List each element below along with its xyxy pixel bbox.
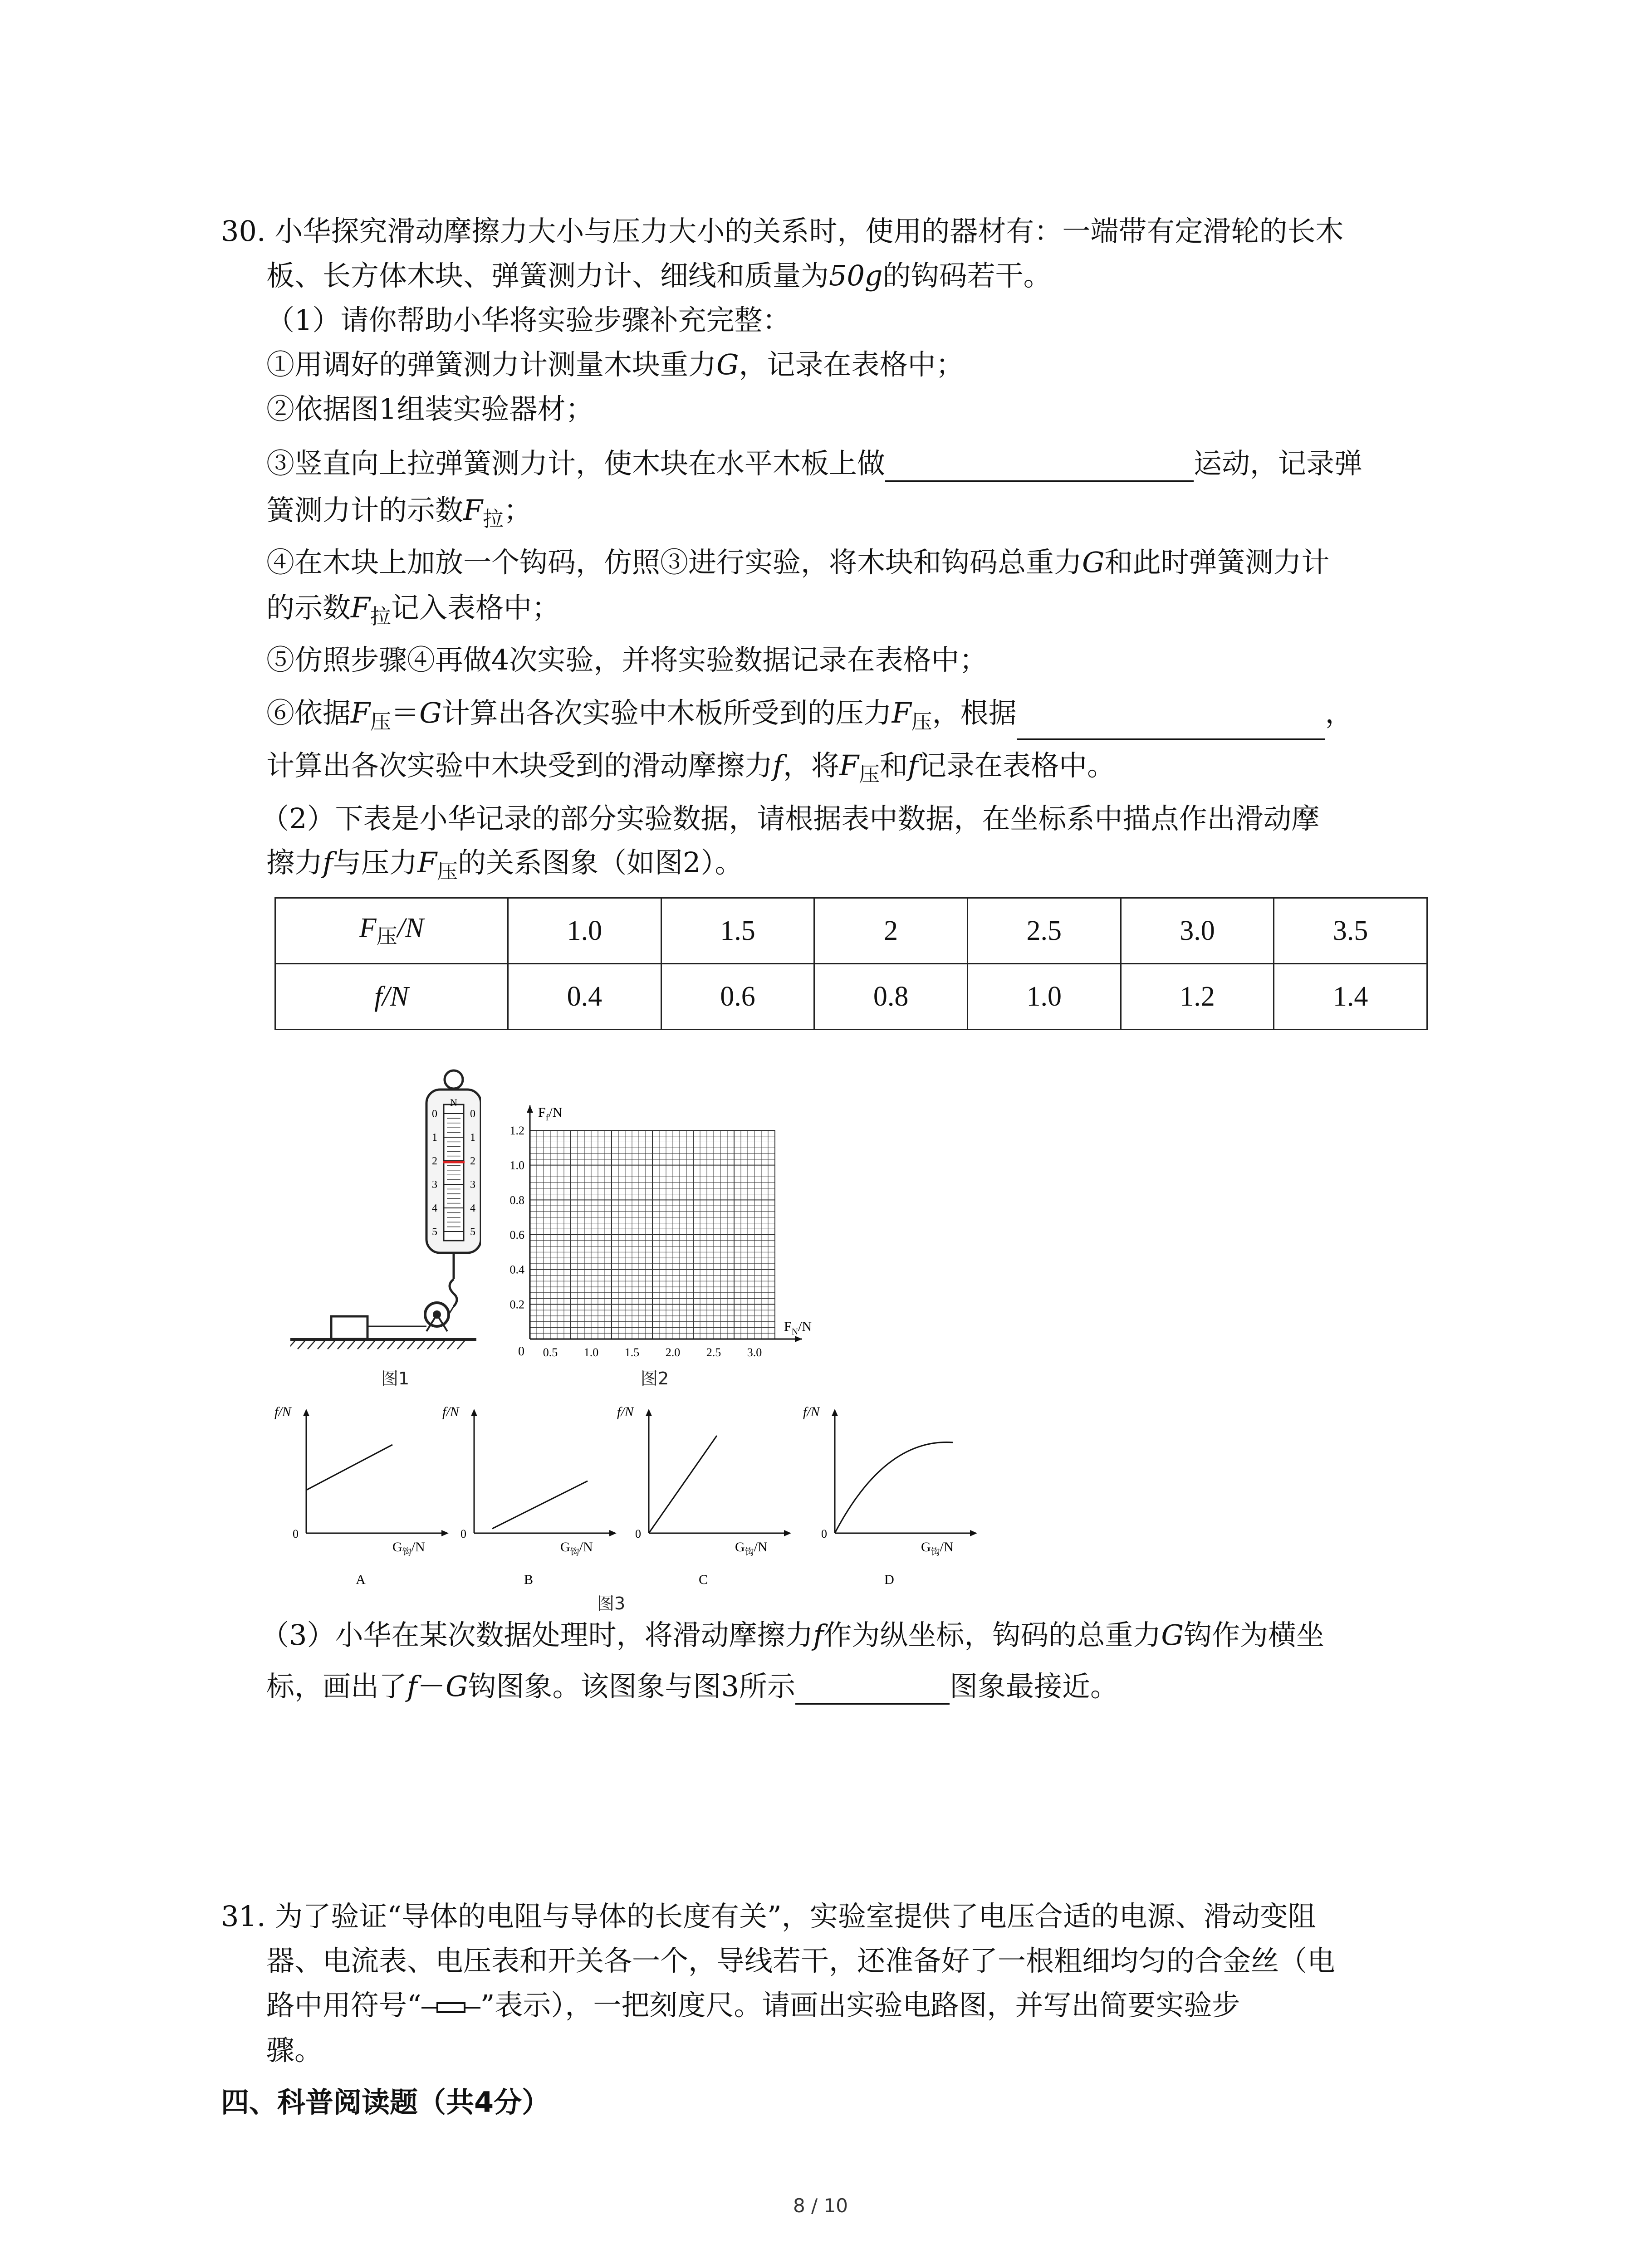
hatch-mark — [387, 1341, 395, 1349]
q30-step4-d: 的示数 — [266, 591, 351, 624]
table-cell: 0.6 — [661, 964, 814, 1030]
table-cell: 1.0 — [508, 898, 661, 964]
q30-step1-a: ①用调好的弹簧测力计测量木块重力 — [266, 348, 717, 381]
q30-intro-1: 小华探究滑动摩擦力大小与压力大小的关系时，使用的器材有：一端带有定滑轮的长木 — [274, 215, 1344, 248]
graph-x-arrow — [609, 1530, 617, 1536]
y-tick-label: 1.2 — [509, 1124, 524, 1137]
graph-x-label-sub: 钩 — [570, 1547, 579, 1557]
q30-blank-basis[interactable] — [1017, 709, 1325, 740]
q31-line-1 — [221, 1898, 1316, 1935]
x-tick-label: 1.0 — [583, 1346, 599, 1359]
x-tick-label: 1.5 — [624, 1346, 640, 1359]
hatch-mark — [447, 1341, 455, 1349]
graph-curve — [649, 1436, 717, 1533]
table-cell: 0.4 — [508, 964, 661, 1030]
q30-part3-e: 钩作为横坐 — [1183, 1618, 1324, 1652]
graph-y-arrow — [646, 1409, 652, 1416]
table-cell: 1.4 — [1274, 964, 1427, 1030]
q30-step6-and: 和 — [880, 749, 908, 782]
q30-mass: 50g — [829, 259, 883, 292]
scale-ring — [445, 1070, 463, 1089]
graph-origin: 0 — [821, 1527, 827, 1540]
graph-x-label-unit: /N — [579, 1540, 593, 1554]
scale-hook — [450, 1279, 457, 1306]
table-cell: 1.5 — [661, 898, 814, 964]
resistor-wire-symbol — [421, 1993, 480, 2020]
q30-part3-f-text: 标，画出了 — [266, 1670, 407, 1703]
hatch-mark — [358, 1341, 365, 1349]
graph-y-label: f/N — [442, 1404, 459, 1419]
q30-step4-sub: 拉 — [370, 604, 392, 629]
y-tick-label: 0.2 — [509, 1298, 524, 1311]
q30-part2-fp: F — [417, 846, 437, 879]
scale-label-left: 5 — [432, 1226, 437, 1238]
table-cell: 2.5 — [967, 898, 1121, 964]
hatch-mark — [298, 1341, 305, 1349]
x-tick-label: 3.0 — [747, 1346, 762, 1359]
q31-line1-text: 为了验证“导体的电阻与导体的长度有关”，实验室提供了电压合适的电源、滑动变阻 — [274, 1900, 1316, 1933]
scale-label-left: 3 — [432, 1179, 437, 1191]
figure-1 — [290, 1066, 481, 1374]
q30-step6 — [266, 695, 1353, 740]
hatch-mark — [417, 1341, 425, 1349]
x-tick-label: 2.5 — [706, 1346, 721, 1359]
scale-label-left: 2 — [432, 1155, 437, 1167]
q30-step6-a: ⑥依据 — [266, 696, 351, 729]
q30-step3-a: ③竖直向上拉弹簧测力计，使木块在水平木板上做 — [266, 447, 886, 480]
q30-part3-f: f — [813, 1618, 824, 1652]
graph-y-label: f/N — [617, 1404, 634, 1419]
hatch-mark — [457, 1341, 465, 1349]
q30-step6-m: ，将 — [783, 749, 839, 782]
graph-x-label-unit: /N — [411, 1540, 425, 1554]
q30-part2-line2 — [266, 845, 743, 890]
data-table — [274, 897, 1428, 1030]
q30-step4-g: G — [1082, 546, 1105, 579]
scale-label-right: 3 — [470, 1179, 475, 1191]
y-tick-label: 1.0 — [509, 1158, 524, 1172]
scale-label-right: 1 — [470, 1132, 475, 1144]
q30-step4 — [266, 544, 1330, 581]
graph-y-label: f/N — [803, 1404, 820, 1419]
graph-curve — [835, 1442, 953, 1533]
q31-line3-b: ”表示），一把刻度尺。请画出实验电路图，并写出简要实验步 — [480, 1989, 1240, 2022]
hatch-mark — [290, 1341, 295, 1349]
q30-part3-j: 钩图象。该图象与图3所示 — [468, 1670, 795, 1703]
scale-label-left: 1 — [432, 1132, 437, 1144]
graph-x-label-unit: /N — [940, 1540, 954, 1554]
q30-step3-b: 运动，记录弹 — [1194, 447, 1363, 480]
graph-x-label: $G_钩/N$ — [921, 1540, 954, 1557]
figure-2-label: 图2 — [641, 1369, 669, 1388]
y-axis-arrow — [527, 1105, 533, 1113]
q31-line3-a: 路中用符号“ — [266, 1989, 421, 2022]
q30-part3-line1 — [261, 1617, 1324, 1653]
q31-line4-text: 骤。 — [266, 2033, 323, 2067]
q30-step5 — [266, 642, 987, 678]
q30-part3-f2: f — [407, 1670, 417, 1703]
q31-line-2 — [266, 1943, 1335, 1979]
q30-step6-basis: ，根据 — [932, 696, 1017, 729]
figure-1-label: 图1 — [381, 1369, 410, 1388]
q30-part3-g: G — [1161, 1618, 1184, 1652]
y-tick-label: 0.6 — [509, 1228, 524, 1242]
graph-y-arrow — [832, 1409, 838, 1416]
hatch-mark — [318, 1341, 325, 1349]
figure-3 — [272, 1402, 998, 1597]
q30-step6-k: 计算出各次实验中木块受到的滑动摩擦力 — [266, 749, 773, 782]
y-tick-label: 0.4 — [509, 1263, 524, 1276]
table-cell: 0.8 — [814, 964, 968, 1030]
scale-label-left: 4 — [432, 1202, 437, 1214]
q30-step6-mid: 计算出各次实验中木板所受到的压力 — [441, 696, 892, 729]
q30-step3-f: F — [463, 494, 483, 527]
scale-label-right: 0 — [470, 1108, 475, 1120]
q30-step4-g-end: 记入表格中； — [391, 591, 560, 624]
q30-part2-b: 擦力 — [266, 846, 323, 879]
q30-part3-line2 — [266, 1668, 1118, 1705]
graph-letter: D — [884, 1572, 894, 1587]
hatch-mark — [427, 1341, 435, 1349]
origin-label: 0 — [518, 1344, 524, 1359]
graph-letter: C — [698, 1572, 708, 1587]
hatch-mark — [338, 1341, 345, 1349]
q30-part2-d: 与压力 — [333, 846, 417, 879]
q30-intro-2a: 板、长方体木块、弹簧测力计、细线和质量为 — [266, 259, 829, 292]
table-cell: 3.5 — [1274, 898, 1427, 964]
hatch-mark — [437, 1341, 445, 1349]
table-row — [275, 898, 1427, 964]
scale-slot — [444, 1105, 464, 1241]
table-row — [275, 964, 1427, 1030]
x-axis-title-sub: N — [791, 1327, 798, 1337]
scale-unit: N — [450, 1097, 457, 1108]
q30-part2-a: （2）下表是小华记录的部分实验数据，请根据表中数据，在坐标系中描点作出滑动摩 — [261, 802, 1320, 835]
graph-x-label: $G_钩/N$ — [735, 1540, 768, 1557]
q30-step4-a: ④在木块上加放一个钩码，仿照③进行实验，将木块和钩码总重力 — [266, 546, 1083, 579]
q30-step6-f4: F — [839, 749, 859, 782]
q31-line2-text: 器、电流表、电压表和开关各一个，导线若干，还准备好了一根粗细均匀的合金丝（电 — [266, 1944, 1336, 1977]
q30-line-2 — [266, 258, 1052, 294]
x-axis-title-unit: /N — [798, 1319, 812, 1334]
q30-step6-end: 记录在表格中。 — [918, 749, 1115, 782]
table-header-pressure: $F_压/N$ — [275, 898, 508, 964]
q30-number: 30. — [221, 215, 266, 248]
q31-number: 31. — [221, 1900, 266, 1933]
graph-x-label: $G_钩/N$ — [560, 1540, 593, 1557]
figure-2 — [499, 1093, 817, 1374]
graph-x-arrow — [441, 1530, 449, 1536]
graph-y-label: f/N — [274, 1404, 291, 1419]
q30-part2-g: 的关系图象（如图2）。 — [458, 846, 743, 879]
q31-line-3 — [266, 1987, 1240, 2024]
page-number: 8 / 10 — [793, 2195, 848, 2217]
graph-x-label: $G_钩/N$ — [392, 1540, 425, 1557]
graph-curve — [306, 1445, 392, 1490]
hatch-mark — [328, 1341, 335, 1349]
hatch-mark — [397, 1341, 405, 1349]
x-axis-title: $F_N/N$ — [784, 1319, 812, 1337]
figure-3-label: 图3 — [597, 1593, 626, 1613]
string-vertical — [449, 1306, 454, 1315]
q30-blank-motion[interactable] — [885, 451, 1194, 482]
table-cell: 1.0 — [967, 964, 1121, 1030]
hatch-mark — [367, 1341, 375, 1349]
q30-blank-graph-choice[interactable] — [795, 1674, 950, 1705]
q30-step1 — [266, 347, 964, 383]
scale-label-right: 2 — [470, 1155, 475, 1167]
x-tick-label: 0.5 — [543, 1346, 558, 1359]
q30-step6-eq: ＝ — [391, 696, 420, 729]
hatch-mark — [308, 1341, 315, 1349]
q30-step3-c: 簧测力计的示数 — [266, 494, 464, 527]
hatch-mark — [407, 1341, 415, 1349]
x-tick-label: 2.0 — [665, 1346, 681, 1359]
q30-step6-f3: f — [773, 749, 783, 782]
graph-y-arrow — [303, 1409, 309, 1416]
graph-x-label-sub: 钩 — [402, 1547, 411, 1557]
q30-step3-cont — [266, 492, 532, 537]
hatch-mark — [348, 1341, 355, 1349]
q30-step2 — [266, 391, 593, 427]
q30-step3-sub: 拉 — [483, 507, 504, 531]
q30-part3-c: 作为纵坐标，钩码的总重力 — [823, 1618, 1161, 1652]
q30-step4-cont — [266, 590, 560, 635]
y-tick-label: 0.8 — [509, 1193, 524, 1207]
q30-line-1 — [221, 213, 1343, 249]
q30-step3-f-end: ； — [504, 494, 532, 527]
graph-curve — [492, 1481, 588, 1529]
graph-x-label-sub: 钩 — [745, 1547, 754, 1557]
scale-label-right: 4 — [470, 1202, 475, 1214]
q30-step4-c: 和此时弹簧测力计 — [1104, 546, 1330, 579]
table-cell: 3.0 — [1121, 898, 1274, 964]
y-axis-title: $F_f/N$ — [538, 1105, 563, 1123]
wood-block — [331, 1316, 367, 1339]
table-cell: 2 — [814, 898, 968, 964]
graph-x-label-sub: 钩 — [931, 1547, 940, 1557]
q30-part2-f: f — [323, 846, 333, 879]
graph-letter: A — [356, 1572, 366, 1587]
hatch-mark — [377, 1341, 385, 1349]
graph-origin: 0 — [635, 1527, 641, 1540]
q30-step6-sub3: 压 — [859, 762, 880, 787]
table-cell: 1.2 — [1121, 964, 1274, 1030]
q30-step6-f: F — [351, 696, 371, 729]
q30-part2-sub: 压 — [437, 859, 458, 884]
q30-step5-text: ⑤仿照步骤④再做4次实验，并将实验数据记录在表格中； — [266, 643, 988, 676]
q30-part3-g2: G — [445, 1670, 468, 1703]
graph-origin: 0 — [293, 1527, 299, 1540]
q30-step4-f: F — [351, 591, 371, 624]
q31-line-4 — [266, 2032, 323, 2068]
q30-step1-g: G — [716, 348, 739, 381]
q30-step1-c: ，记录在表格中； — [739, 348, 964, 381]
q30-step6-sub2: 压 — [911, 709, 932, 734]
x-axis-arrow — [795, 1336, 802, 1342]
q30-part1-title — [266, 302, 790, 338]
scale-label-left: 0 — [432, 1108, 437, 1120]
q30-part3-k: 图象最接近。 — [949, 1670, 1118, 1703]
q30-step6-f5: f — [908, 749, 918, 782]
q30-step6-g: G — [419, 696, 442, 729]
y-axis-title-sub: f — [545, 1113, 549, 1123]
q30-step6-sub: 压 — [370, 709, 392, 734]
board-hatching — [290, 1341, 465, 1349]
graph-x-label-unit: /N — [754, 1540, 768, 1554]
q30-step6-comma: ， — [1325, 696, 1353, 729]
q30-intro-2c: 的钩码若干。 — [882, 259, 1052, 292]
q30-step6-cont — [266, 748, 1115, 792]
y-axis-title-unit: /N — [549, 1105, 563, 1120]
q30-part3-minus: － — [417, 1670, 446, 1703]
section-4-heading: 四、科普阅读题（共4分） — [221, 2086, 550, 2119]
q30-step6-f2: F — [892, 696, 911, 729]
graph-x-arrow — [970, 1530, 977, 1536]
graph-letter: B — [524, 1572, 534, 1587]
q30-step3 — [266, 445, 1362, 482]
q30-part3-a: （3）小华在某次数据处理时，将滑动摩擦力 — [261, 1618, 813, 1652]
graph-y-arrow — [471, 1409, 477, 1416]
q30-part2-line1 — [261, 801, 1319, 837]
graph-origin: 0 — [460, 1527, 466, 1540]
scale-label-right: 5 — [470, 1226, 475, 1238]
table-header-friction: f/N — [275, 964, 508, 1030]
q30-step2-text: ②依据图1组装实验器材； — [266, 392, 594, 425]
graph-x-arrow — [784, 1530, 791, 1536]
q30-part1-title-text: （1）请你帮助小华将实验步骤补充完整： — [266, 303, 791, 337]
